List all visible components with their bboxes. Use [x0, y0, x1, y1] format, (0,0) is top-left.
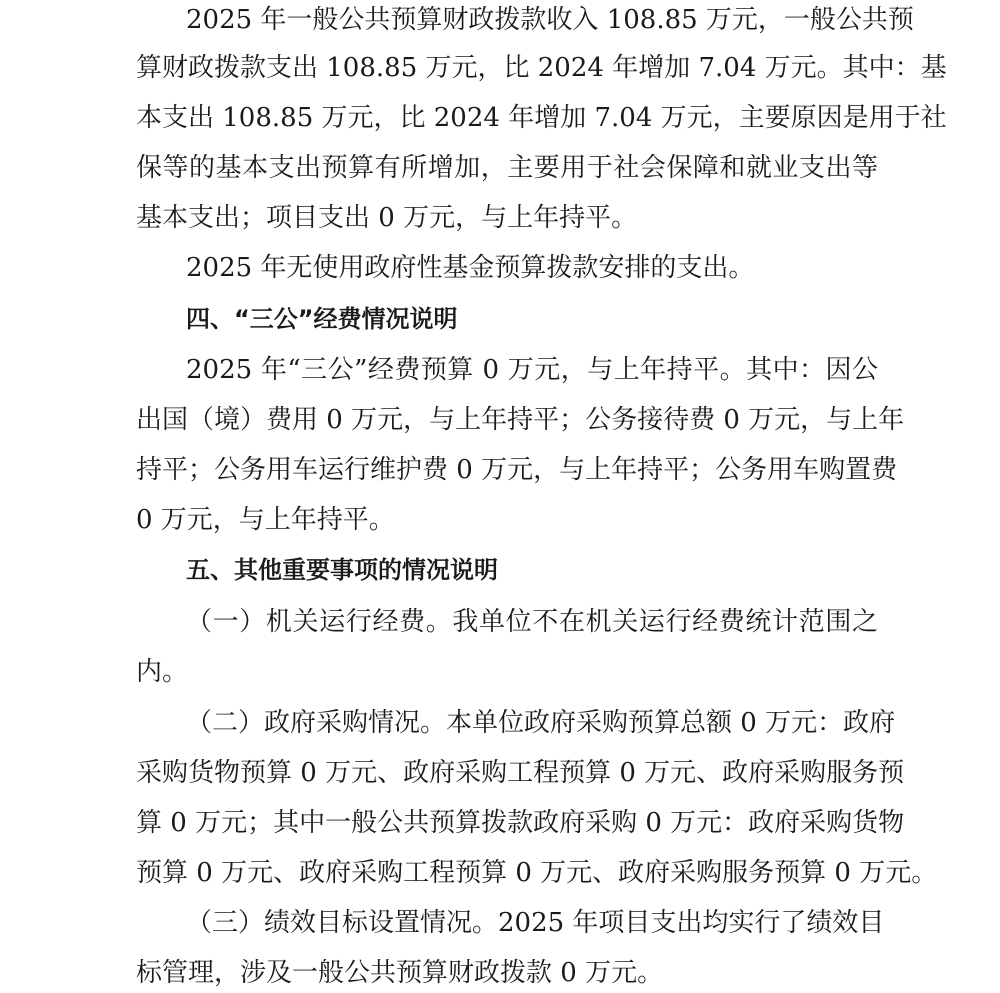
section-heading: 四、“三公”经费情况说明: [186, 305, 458, 333]
text-line: 标管理，涉及一般公共预算财政拨款 0 万元。: [136, 958, 664, 988]
section-heading: 五、其他重要事项的情况说明: [186, 556, 498, 584]
text-line: 算 0 万元；其中一般公共预算拨款政府采购 0 万元：政府采购货物: [136, 808, 905, 838]
text-line: 持平；公务用车运行维护费 0 万元，与上年持平；公务用车购置费: [136, 455, 898, 485]
text-line: （一）机关运行经费。我单位不在机关运行经费统计范围之: [186, 607, 878, 637]
text-line: （二）政府采购情况。本单位政府采购预算总额 0 万元：政府: [186, 708, 896, 738]
text-line: 2025 年一般公共预算财政拨款收入 108.85 万元，一般公共预: [186, 5, 914, 35]
text-line: 2025 年无使用政府性基金预算拨款安排的支出。: [186, 253, 755, 283]
text-line: 采购货物预算 0 万元、政府采购工程预算 0 万元、政府采购服务预: [136, 758, 905, 788]
text-line: （三）绩效目标设置情况。2025 年项目支出均实行了绩效目: [186, 908, 885, 938]
text-line: 预算 0 万元、政府采购工程预算 0 万元、政府采购服务预算 0 万元。: [136, 858, 938, 888]
text-line: 算财政拨款支出 108.85 万元，比 2024 年增加 7.04 万元。其中：基: [136, 53, 947, 83]
text-line: 内。: [136, 657, 189, 687]
text-line: 本支出 108.85 万元，比 2024 年增加 7.04 万元，主要原因是用于社: [136, 103, 947, 133]
text-line: 2025 年“三公”经费预算 0 万元，与上年持平。其中：因公: [186, 355, 878, 385]
text-line: 0 万元，与上年持平。: [136, 505, 395, 535]
text-line: 保等的基本支出预算有所增加，主要用于社会保障和就业支出等: [136, 153, 878, 183]
text-line: 出国（境）费用 0 万元，与上年持平；公务接待费 0 万元，与上年: [136, 405, 905, 435]
text-line: 基本支出；项目支出 0 万元，与上年持平。: [136, 203, 638, 233]
